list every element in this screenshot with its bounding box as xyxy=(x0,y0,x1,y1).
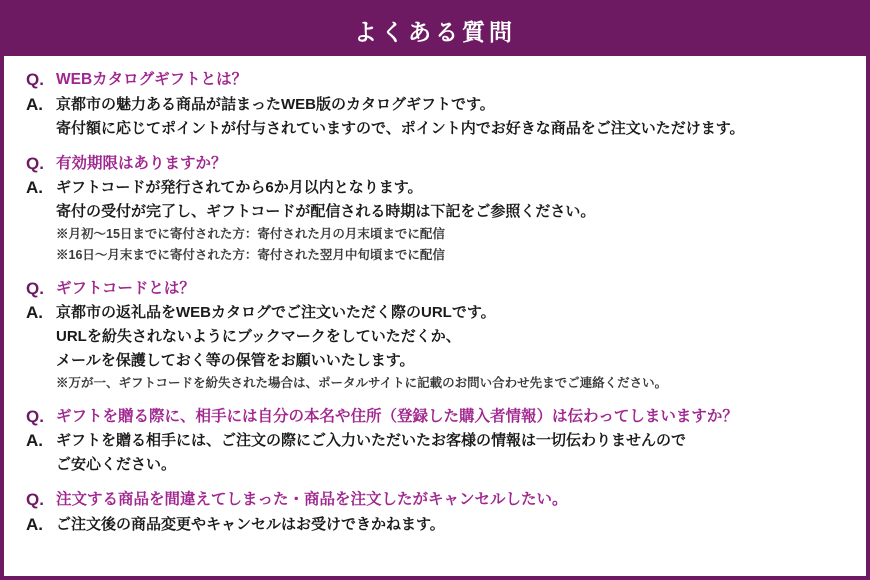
question-marker: Q. xyxy=(26,406,44,426)
answer-marker: A. xyxy=(26,178,43,198)
answer-row xyxy=(26,429,848,477)
answer-text xyxy=(56,93,745,141)
answer-note: ※万が一、ギフトコードを紛失された場合は、ポータルサイトに記載のお問い合わせ先までご連絡ください。 xyxy=(56,376,668,391)
answer-line: ご注文後の商品変更やキャンセルはお受けできかねます。 xyxy=(56,516,445,534)
faq-item xyxy=(26,277,848,394)
question-row xyxy=(26,277,848,302)
faq-item xyxy=(26,68,848,141)
question-marker: Q. xyxy=(26,70,44,89)
answer-text xyxy=(56,429,686,477)
answer-line: メールを保護しておく等の保管をお願いいたします。 xyxy=(56,352,415,370)
answer-marker: A. xyxy=(26,303,43,323)
answer-line: URLを紛失されないようにブックマークをしていただくか、 xyxy=(56,328,461,346)
answer-text xyxy=(56,513,445,537)
answer-marker: A. xyxy=(26,431,43,451)
answer-line: 寄付の受付が完了し、ギフトコードが配信される時期は下記をご参照ください。 xyxy=(56,203,596,221)
answer-row xyxy=(26,93,848,141)
answer-row xyxy=(26,513,848,538)
question-marker: Q. xyxy=(26,153,44,173)
question-row xyxy=(26,488,848,513)
answer-row xyxy=(26,301,848,394)
question-row xyxy=(26,68,848,93)
answer-marker: A. xyxy=(26,94,43,114)
answer-text xyxy=(56,301,667,394)
question-row xyxy=(26,405,848,430)
page-header xyxy=(4,4,866,56)
answer-marker: A. xyxy=(26,515,43,535)
faq-item xyxy=(26,488,848,537)
question-marker: Q. xyxy=(26,278,44,298)
question-text: ギフトを贈る際に、相手には自分の本名や住所（登録した購入者情報）は伝わってしまいますか？ xyxy=(56,407,738,425)
answer-line: 京都市の魅力ある商品が詰まったWEB版のカタログギフトです。 xyxy=(56,95,495,113)
answer-line: ギフトコードが発行されてから6か月以内となります。 xyxy=(56,179,423,197)
question-marker: Q. xyxy=(26,490,44,510)
page-title: よくある質問 xyxy=(354,18,516,45)
question-text: WEBカタログギフトとは？ xyxy=(56,71,248,88)
answer-line: 寄付額に応じてポイントが付与されていますので、ポイント内でお好きな商品をご注文いただけます。 xyxy=(56,119,745,137)
answer-line: ギフトを贈る相手には、ご注文の際にご入力いただいたお客様の情報は一切伝わりませんので xyxy=(56,432,687,450)
question-text: 有効期限はありますか？ xyxy=(56,154,227,172)
faq-item xyxy=(26,405,848,478)
faq-list xyxy=(4,56,866,576)
answer-note: ※月初〜15日までに寄付された方：寄付された月の月末頃までに配信 xyxy=(56,227,445,242)
answer-line: 京都市の返礼品をWEBカタログでご注文いただく際のURLです。 xyxy=(56,304,496,322)
answer-row xyxy=(26,176,848,265)
answer-text xyxy=(56,176,595,265)
question-row xyxy=(26,152,848,177)
question-text: ギフトコードとは？ xyxy=(56,279,195,297)
faq-item xyxy=(26,152,848,266)
answer-note: ※16日〜月末までに寄付された方：寄付された翌月中旬頃までに配信 xyxy=(56,247,445,262)
question-text: 注文する商品を間違えてしまった・商品を注文したがキャンセルしたい。 xyxy=(56,491,568,509)
answer-line: ご安心ください。 xyxy=(56,456,177,474)
